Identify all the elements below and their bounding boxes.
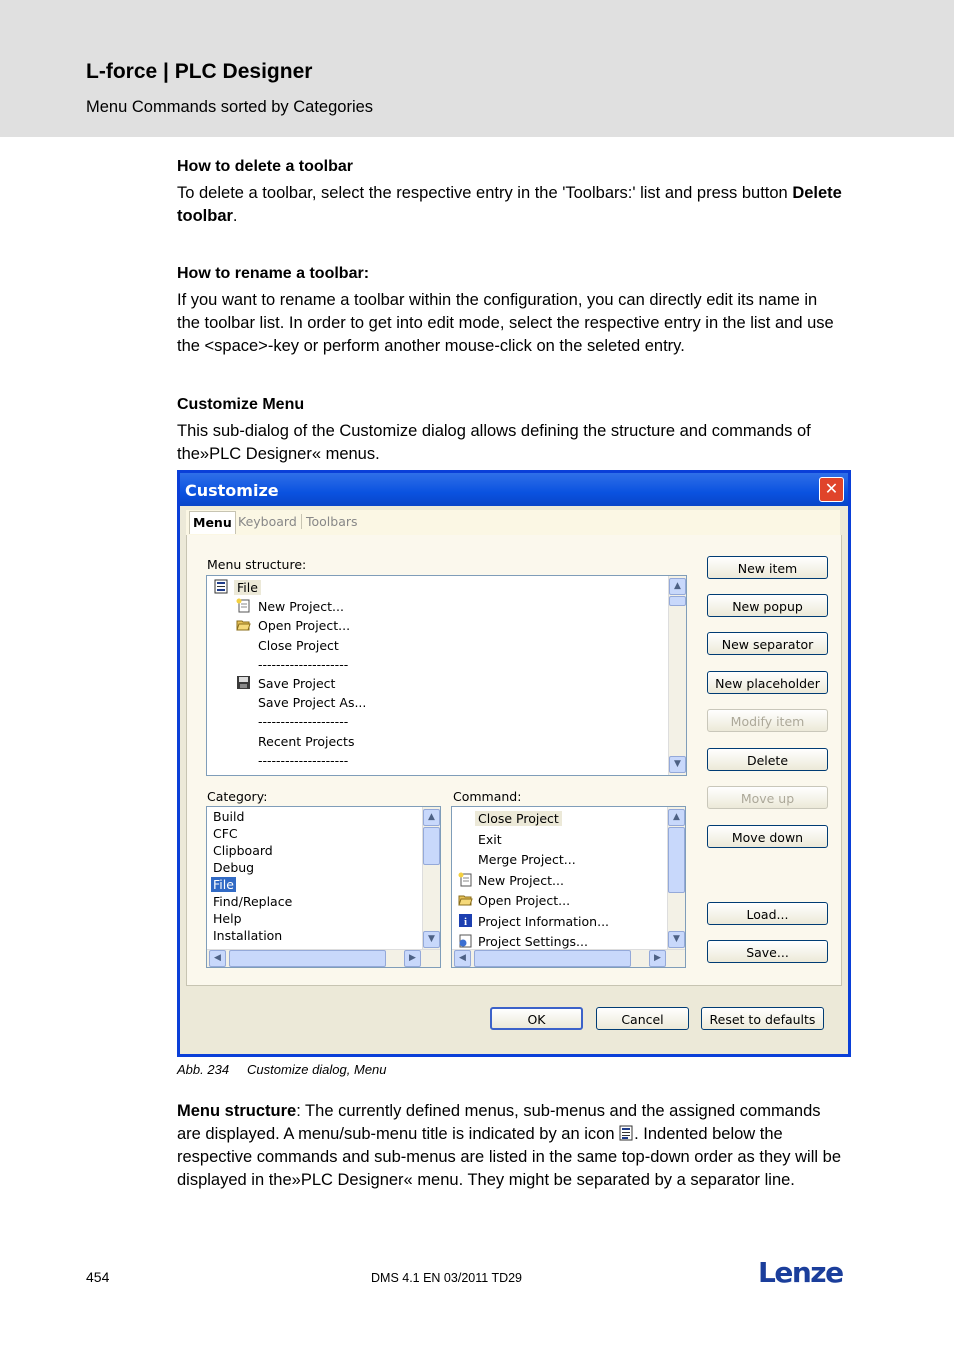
tab-toolbars[interactable]: Toolbars (301, 514, 358, 529)
menu-tab-panel (186, 535, 842, 986)
scroll-thumb[interactable] (669, 596, 686, 606)
command-item-label: Project Settings... (478, 934, 588, 949)
dialog-title: Customize (185, 481, 279, 500)
command-vscroll[interactable] (667, 807, 685, 950)
command-item-label: Open Project... (478, 893, 571, 908)
delete-text: To delete a toolbar, select the respective entry in the 'Toolbars:' list and press button Delete toolbar. (177, 184, 842, 225)
delete-button[interactable]: Delete (707, 748, 828, 771)
customize-dialog (177, 470, 851, 1057)
scroll-thumb[interactable] (668, 827, 685, 893)
customize-menu-section (177, 393, 842, 466)
header-title: L-force | PLC Designer (86, 60, 313, 83)
customize-text: This sub-dialog of the Customize dialog allows defining the structure and commands of the»PLC Designer« menus. (177, 422, 811, 463)
menu-title-icon (214, 579, 229, 594)
scroll-thumb[interactable] (229, 950, 386, 967)
menu-tree-item-label: -------------------- (258, 656, 349, 672)
menu-structure-label: Menu structure: (207, 557, 307, 572)
scroll-up-icon[interactable]: ▲ (669, 578, 686, 595)
new-separator-button[interactable]: New separator (707, 632, 828, 655)
tab-keyboard[interactable]: Keyboard (238, 514, 297, 529)
info-icon (458, 913, 473, 928)
scroll-left-icon[interactable]: ◀ (209, 950, 226, 967)
category-item[interactable]: Help (213, 911, 242, 926)
menu-tree-item-label: Save Project (258, 676, 336, 691)
caption-number: Abb. 234 (177, 1062, 230, 1077)
reset-to-defaults-button[interactable]: Reset to defaults (701, 1007, 824, 1030)
category-item[interactable]: Installation (213, 928, 283, 943)
menu-structure-tree[interactable] (206, 575, 687, 776)
category-item[interactable]: Find/Replace (213, 894, 293, 909)
figure-caption (177, 1062, 387, 1077)
new-placeholder-button[interactable]: New placeholder (707, 671, 828, 694)
tab-strip (186, 510, 840, 536)
rename-text: If you want to rename a toolbar within the configuration, you can directly edit its name in the toolbar list. In order to get into edit mode, select the respective entry in the list and use the <space>-key or perform another mouse-click on the seleted entry. (177, 291, 834, 355)
settings-icon (458, 933, 473, 948)
scroll-left-icon[interactable]: ◀ (454, 950, 471, 967)
category-item[interactable]: Clipboard (213, 843, 273, 858)
tab-menu[interactable]: Menu (189, 511, 236, 534)
load-button[interactable]: Load... (707, 902, 828, 925)
menu-tree-item-label: File (234, 580, 261, 595)
delete-toolbar-section (177, 155, 842, 228)
modify-item-button[interactable]: Modify item (707, 709, 828, 732)
menu-tree-item-label: Recent Projects (258, 733, 355, 749)
menu-tree-item-label: -------------------- (258, 714, 349, 730)
delete-heading: How to delete a toolbar (177, 158, 354, 175)
menu-tree-item-label: -------------------- (258, 752, 349, 768)
command-item-label: Exit (478, 831, 502, 847)
menu-tree-item-label: New Project... (258, 599, 344, 615)
menu-tree-scrollbar[interactable] (668, 576, 686, 775)
dialog-titlebar[interactable] (180, 473, 848, 506)
category-item[interactable]: CFC (213, 826, 238, 841)
category-item[interactable]: Build (213, 809, 245, 824)
move-up-button[interactable]: Move up (707, 786, 828, 809)
scroll-thumb[interactable] (423, 827, 440, 865)
command-list[interactable] (451, 806, 686, 968)
new-popup-button[interactable]: New popup (707, 594, 828, 617)
menu-tree-item-label: Open Project... (258, 618, 351, 634)
close-icon[interactable]: ✕ (819, 477, 844, 502)
command-hscroll[interactable] (452, 949, 685, 967)
header-subtitle: Menu Commands sorted by Categories (86, 98, 374, 116)
dialog-body (180, 473, 848, 1054)
caption-text: Customize dialog, Menu (247, 1062, 387, 1077)
rename-toolbar-section (177, 262, 842, 358)
command-item-label: Close Project (475, 811, 562, 826)
open-folder-icon (458, 892, 473, 907)
cancel-button[interactable]: Cancel (596, 1007, 689, 1030)
scroll-right-icon[interactable]: ▶ (404, 950, 421, 967)
save-button[interactable]: Save... (707, 940, 828, 963)
new-item-button[interactable]: New item (707, 556, 828, 579)
ok-button[interactable]: OK (490, 1007, 583, 1030)
menu-title-icon (619, 1125, 634, 1141)
category-item[interactable]: Debug (213, 860, 255, 875)
rename-heading: How to rename a toolbar: (177, 265, 370, 282)
move-down-button[interactable]: Move down (707, 825, 828, 848)
page-number: 454 (86, 1269, 110, 1285)
scroll-down-icon[interactable]: ▼ (668, 931, 685, 948)
open-folder-icon (236, 617, 251, 632)
scroll-up-icon[interactable]: ▲ (423, 809, 440, 826)
scroll-thumb[interactable] (474, 950, 631, 967)
new-project-icon (236, 598, 251, 613)
category-vscroll[interactable] (422, 807, 440, 950)
svg-text:i: i (463, 915, 468, 928)
category-item[interactable]: File (213, 877, 234, 892)
menu-structure-description: Menu structure: The currently defined menus, sub-menus and the assigned commands are displayed. A menu/sub-menu title is indicated by an icon . Indented below the respective commands and sub-menus are listed in the same top-down order as they will be displayed in the»PLC Designer« menu. They might be separated by a separator line. (177, 1102, 841, 1189)
category-list[interactable] (206, 806, 441, 968)
scroll-up-icon[interactable]: ▲ (668, 809, 685, 826)
command-item-label: Merge Project... (478, 852, 576, 867)
scroll-down-icon[interactable]: ▼ (669, 756, 686, 773)
command-label: Command: (453, 789, 522, 804)
scroll-down-icon[interactable]: ▼ (423, 931, 440, 948)
category-label: Category: (207, 789, 268, 804)
scroll-right-icon[interactable]: ▶ (649, 950, 666, 967)
category-hscroll[interactable] (207, 949, 440, 967)
menu-tree-item-label: Close Project (258, 637, 339, 653)
command-item-label: Project Information... (478, 913, 610, 929)
save-icon (236, 675, 251, 690)
customize-heading: Customize Menu (177, 396, 305, 413)
lenze-logo: Lenze (758, 1256, 843, 1289)
page-header (0, 0, 954, 137)
new-project-icon (458, 872, 473, 887)
menu-tree-item-label: Save Project As... (258, 695, 367, 711)
command-item-label: New Project... (478, 872, 564, 888)
document-id: DMS 4.1 EN 03/2011 TD29 (371, 1271, 523, 1285)
